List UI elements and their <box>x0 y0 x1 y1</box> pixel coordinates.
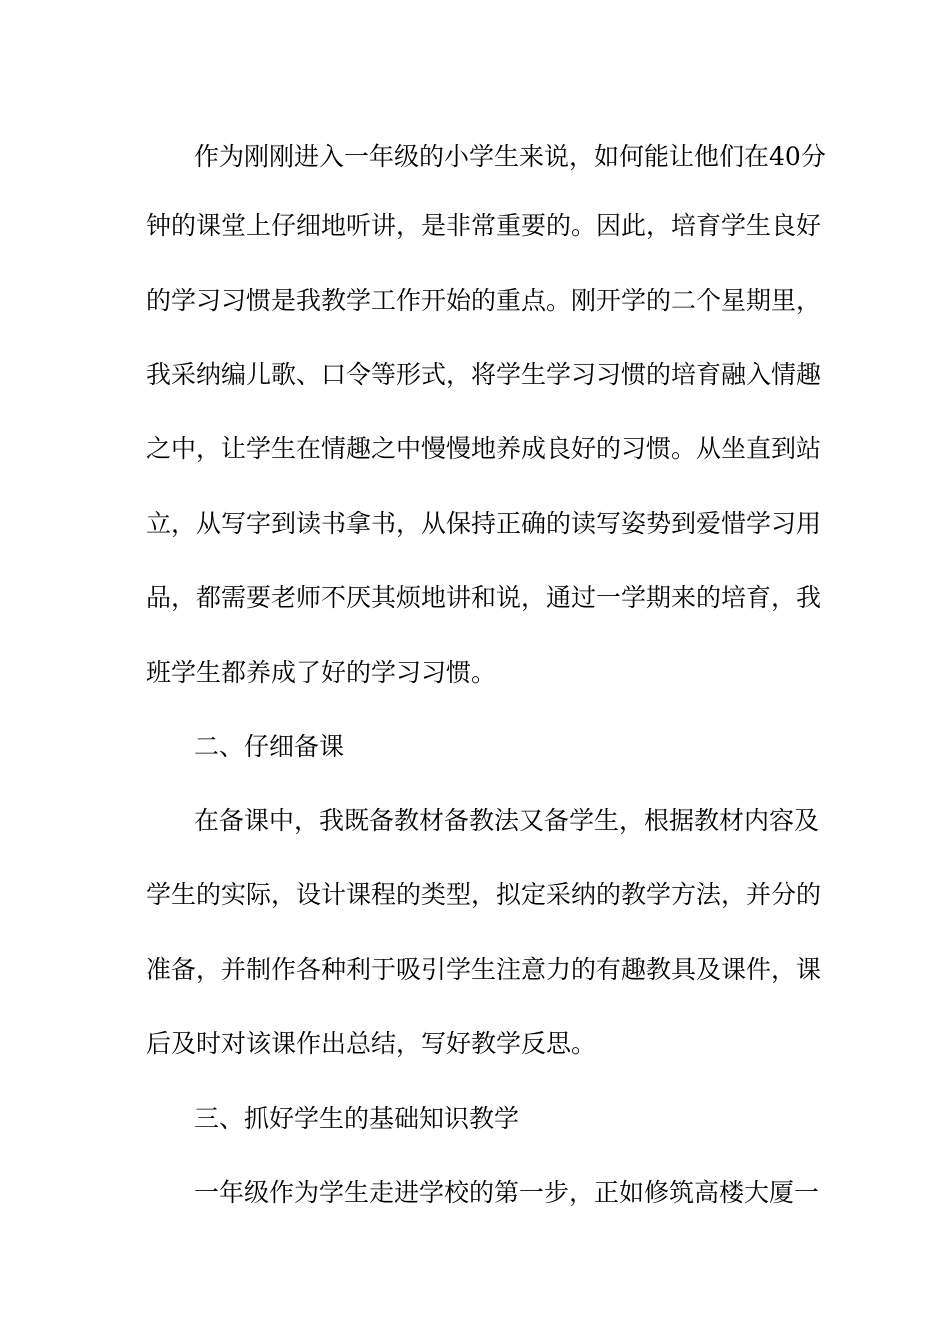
text-line: 学生的实际，设计课程的类型，拟定采纳的教学方法，并分的 <box>146 880 822 909</box>
text-line: 作为刚刚进入一年级的小学生来说，如何能让他们在40分 <box>194 142 826 171</box>
text-line: 后及时对该课作出总结，写好教学反思。 <box>146 1029 597 1058</box>
text-line: 一年级作为学生走进学校的第一步，正如修筑高楼大厦一 <box>194 1178 820 1207</box>
text-line: 的学习习惯是我教学工作开始的重点。刚开学的二个星期里， <box>146 286 822 315</box>
section-heading: 三、抓好学生的基础知识教学 <box>194 1104 520 1133</box>
text-line: 班学生都养成了好的学习习惯。 <box>146 658 497 687</box>
text-line: 我采纳编儿歌、口令等形式，将学生学习习惯的培育融入情趣 <box>146 360 822 389</box>
text-line: 钟的课堂上仔细地听讲，是非常重要的。因此，培育学生良好 <box>146 211 822 240</box>
text-line: 之中，让学生在情趣之中慢慢地养成良好的习惯。从坐直到站 <box>146 434 822 463</box>
text-line: 准备，并制作各种利于吸引学生注意力的有趣教具及课件，课 <box>146 955 822 984</box>
text-line: 立，从写字到读书拿书，从保持正确的读写姿势到爱惜学习用 <box>146 509 822 538</box>
text-line: 品，都需要老师不厌其烦地讲和说，通过一学期来的培育，我 <box>146 583 822 612</box>
section-heading: 二、仔细备课 <box>194 732 345 761</box>
text-line: 在备课中，我既备教材备教法又备学生，根据教材内容及 <box>194 806 820 835</box>
